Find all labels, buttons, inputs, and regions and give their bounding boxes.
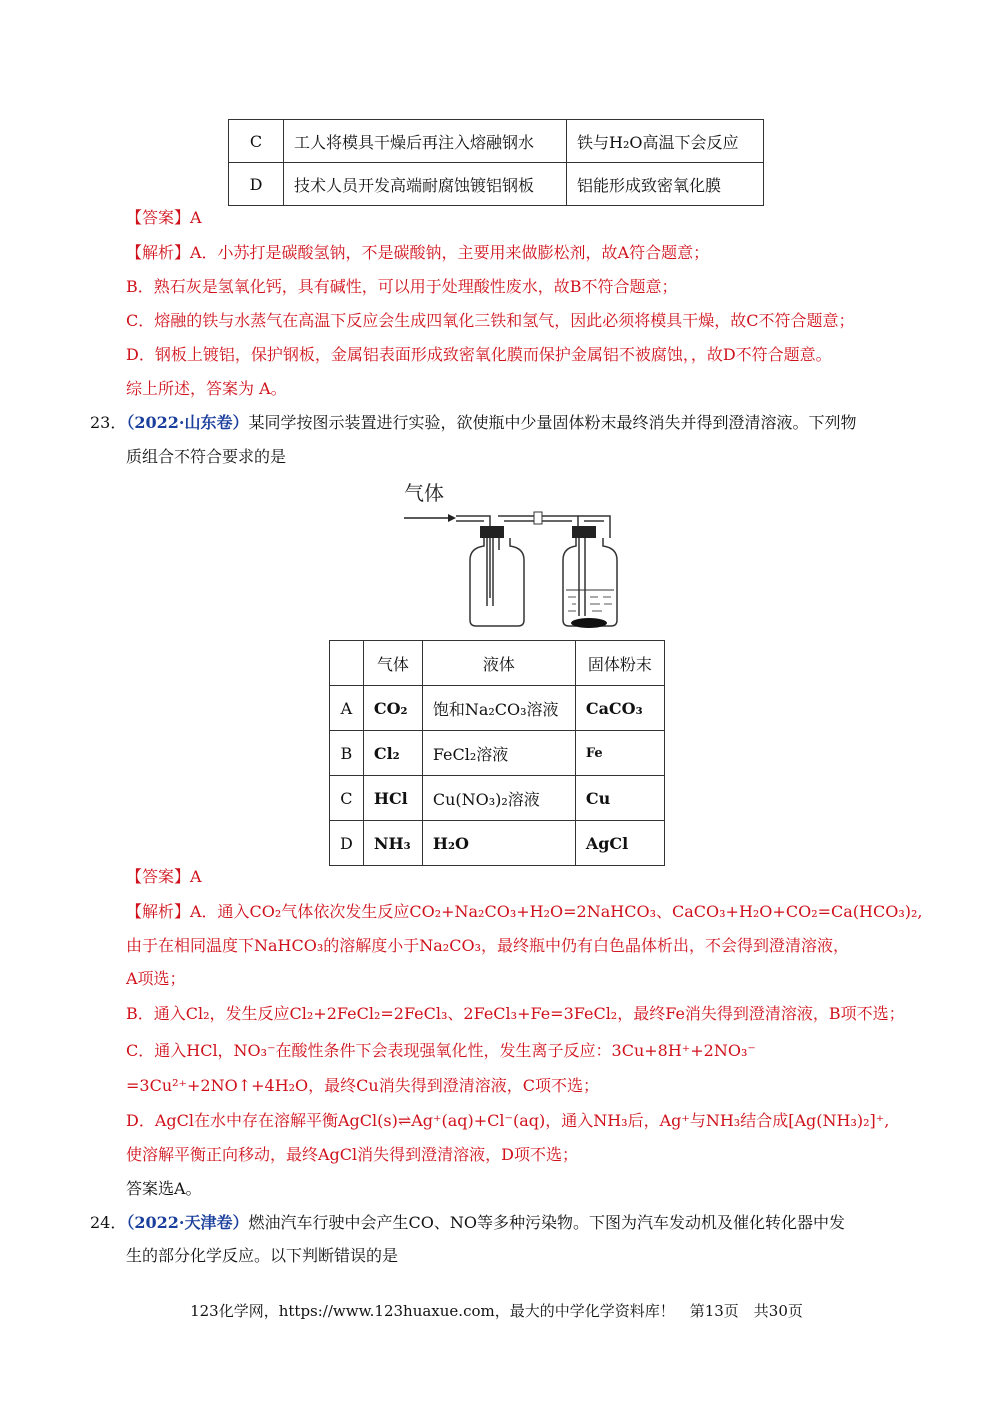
bottle-1 <box>470 526 524 626</box>
solid-cell: Cu <box>575 776 664 821</box>
solid-powder <box>571 618 607 628</box>
row-label: B <box>330 731 364 776</box>
header-cell: 固体粉末 <box>575 641 664 686</box>
combination-table <box>329 640 665 866</box>
q22-analysis-line: D．钢板上镀铝，保护钢板，金属铝表面形成致密氧化膜而保护金属铝不被腐蚀，，故D不符合题意。 <box>126 345 832 364</box>
q23-answer: 【答案】A <box>126 867 202 886</box>
q23-analysis-line: A项选； <box>126 969 186 988</box>
question-number: 24． <box>90 1213 127 1232</box>
q23-analysis-line: 【解析】A．通入CO₂气体依次发生反应CO₂+Na₂CO₃+H₂O=2NaHCO₃、CaCO₃+H₂O+CO₂=Ca(HCO₃)₂, <box>126 902 923 921</box>
page-footer: 123化学网，https://www.123huaxue.com，最大的中学化学资料库！ 第13页 共30页 <box>190 1302 803 1320</box>
table-row <box>229 120 764 163</box>
q24-stem <box>90 1212 845 1234</box>
liquid-cell: H₂O <box>422 821 575 866</box>
row-reason: 铝能形成致密氧化膜 <box>567 163 764 206</box>
gas-cell: HCl <box>363 776 422 821</box>
row-reason: 铁与H₂O高温下会反应 <box>567 120 764 163</box>
q23-analysis-line: D．AgCl在水中存在溶解平衡AgCl(s)⇌Ag⁺(aq)+Cl⁻(aq)，通入NH₃后，Ag⁺与NH₃结合成[Ag(NH₃)₂]⁺, <box>126 1111 890 1130</box>
liquid-cell: Cu(NO₃)₂溶液 <box>422 776 575 821</box>
table-row <box>330 821 665 866</box>
gas-label: 气体 <box>404 481 444 505</box>
q23-stem <box>90 412 857 434</box>
row-practice: 技术人员开发高端耐腐蚀镀铝钢板 <box>284 163 567 206</box>
q22-analysis-line: 综上所述，答案为 A。 <box>126 379 287 398</box>
row-label: C <box>330 776 364 821</box>
q22-analysis-line: C．熔融的铁与水蒸气在高温下反应会生成四氧化三铁和氢气，因此必须将模具干燥，故C不符合题意； <box>126 311 855 330</box>
gas-cell: CO₂ <box>363 686 422 731</box>
arrow-head <box>448 514 456 522</box>
table-header-row <box>330 641 665 686</box>
liquid-cell: 饱和Na₂CO₃溶液 <box>422 686 575 731</box>
gas-cell: NH₃ <box>363 821 422 866</box>
options-table <box>228 119 764 206</box>
row-label: A <box>330 686 364 731</box>
row-practice: 工人将模具干燥后再注入熔融钢水 <box>284 120 567 163</box>
liquid-hatch <box>568 597 612 611</box>
question-number: 23． <box>90 413 127 432</box>
q22-answer: 【答案】A <box>126 208 202 227</box>
header-cell: 液体 <box>422 641 575 686</box>
solid-cell: Fe <box>575 731 664 776</box>
solid-cell: AgCl <box>575 821 664 866</box>
question-text: 燃油汽车行驶中会产生CO、NO等多种污染物。下图为汽车发动机及催化转化器中发 <box>248 1213 845 1232</box>
header-cell <box>330 641 364 686</box>
q23-stem-cont: 质组合不符合要求的是 <box>126 447 287 466</box>
q24-stem-cont: 生的部分化学反应。以下判断错误的是 <box>126 1246 399 1265</box>
table-row <box>330 686 665 731</box>
q23-analysis-line: C．通入HCl，NO₃⁻在酸性条件下会表现强氧化性，发生离子反应：3Cu+8H⁺+2NO₃⁻ <box>126 1041 756 1060</box>
gas-cell: Cl₂ <box>363 731 422 776</box>
table-row <box>229 163 764 206</box>
apparatus-diagram <box>400 478 640 633</box>
q23-analysis-line: B．通入Cl₂，发生反应Cl₂+2FeCl₂=2FeCl₃、2FeCl₃+Fe=3FeCl₂，最终Fe消失得到澄清溶液，B项不选； <box>126 1004 905 1023</box>
header-cell: 气体 <box>363 641 422 686</box>
q23-analysis-line: 由于在相同温度下NaHCO₃的溶解度小于Na₂CO₃，最终瓶中仍有白色晶体析出，不会得到澄清溶液， <box>126 936 849 955</box>
table-row <box>330 776 665 821</box>
question-source: （2022·天津卷） <box>126 1213 249 1232</box>
q22-analysis-line: 【解析】A．小苏打是碳酸氢钠，不是碳酸钠，主要用来做膨松剂，故A符合题意； <box>126 243 710 262</box>
q23-analysis-line: =3Cu²⁺+2NO↑+4H₂O，最终Cu消失得到澄清溶液，C项不选； <box>126 1076 599 1095</box>
bottle-2 <box>563 516 617 628</box>
liquid-cell: FeCl₂溶液 <box>422 731 575 776</box>
row-label: D <box>229 163 284 206</box>
table-row <box>330 731 665 776</box>
question-text: 某同学按图示装置进行实验，欲使瓶中少量固体粉末最终消失并得到澄清溶液。下列物 <box>248 413 857 432</box>
row-label: C <box>229 120 284 163</box>
q23-analysis-line: 使溶解平衡正向移动，最终AgCl消失得到澄清溶液，D项不选； <box>126 1145 578 1164</box>
q23-conclusion: 答案选A。 <box>126 1179 202 1198</box>
q22-analysis-line: B．熟石灰是氢氧化钙，具有碱性，可以用于处理酸性废水，故B不符合题意； <box>126 277 678 296</box>
row-label: D <box>330 821 364 866</box>
question-source: （2022·山东卷） <box>126 413 249 432</box>
solid-cell: CaCO₃ <box>575 686 664 731</box>
